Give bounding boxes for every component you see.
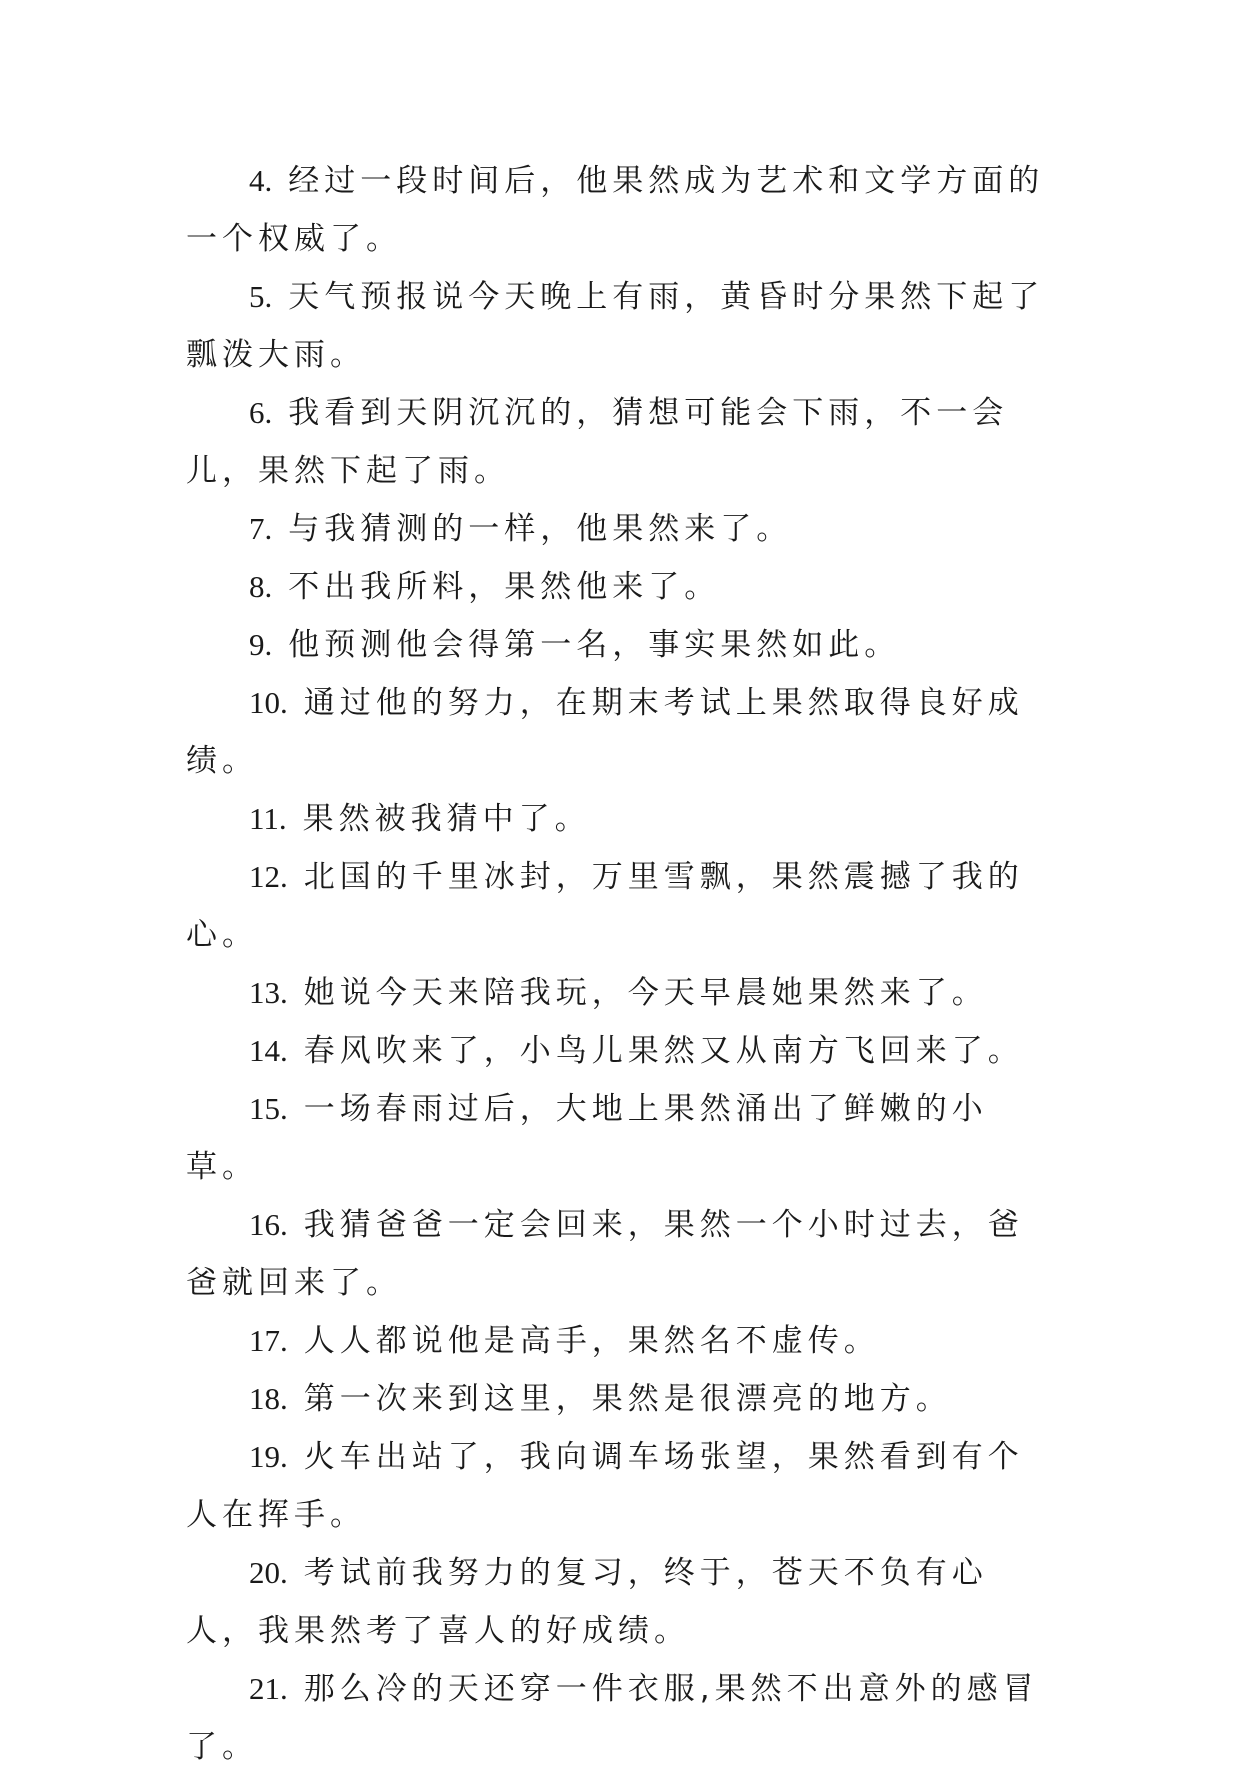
sentence-item-18 xyxy=(186,1370,1056,1428)
item-text: 春风吹来了，小鸟儿果然又从南方飞回来了。 xyxy=(303,1033,1024,1069)
sentence-item-7 xyxy=(186,500,1056,558)
document-page xyxy=(186,152,1056,1776)
sentence-item-8 xyxy=(186,558,1056,616)
item-number: 9. xyxy=(249,627,273,662)
item-number: 8. xyxy=(249,569,273,604)
item-number: 19. xyxy=(249,1439,288,1474)
sentence-item-13 xyxy=(186,964,1056,1022)
sentence-item-4 xyxy=(186,152,1056,268)
sentence-item-14 xyxy=(186,1022,1056,1080)
item-number: 16. xyxy=(249,1207,288,1242)
item-number: 5. xyxy=(249,279,273,314)
sentence-item-19 xyxy=(186,1428,1056,1544)
item-number: 17. xyxy=(249,1323,288,1358)
item-text: 我看到天阴沉沉的，猜想可能会下雨，不一会儿，果然下起了雨。 xyxy=(186,395,1009,489)
item-text: 天气预报说今天晚上有雨，黄昏时分果然下起了瓢泼大雨。 xyxy=(186,279,1045,373)
item-text: 一场春雨过后，大地上果然涌出了鲜嫩的小草。 xyxy=(186,1091,988,1185)
item-text: 人人都说他是高手，果然名不虚传。 xyxy=(303,1323,880,1359)
sentence-item-9 xyxy=(186,616,1056,674)
sentence-item-6 xyxy=(186,384,1056,500)
item-number: 21. xyxy=(249,1671,288,1706)
item-text: 他预测他会得第一名，事实果然如此。 xyxy=(288,627,901,663)
item-number: 13. xyxy=(249,975,288,1010)
item-number: 14. xyxy=(249,1033,288,1068)
item-number: 20. xyxy=(249,1555,288,1590)
item-text: 火车出站了，我向调车场张望，果然看到有个人在挥手。 xyxy=(186,1439,1024,1533)
item-text: 通过他的努力，在期末考试上果然取得良好成绩。 xyxy=(186,685,1024,779)
sentence-item-16 xyxy=(186,1196,1056,1312)
item-text: 那么冷的天还穿一件衣服,果然不出意外的感冒了。 xyxy=(186,1671,1039,1765)
sentence-item-20 xyxy=(186,1544,1056,1660)
item-text: 果然被我猜中了。 xyxy=(302,801,591,837)
item-number: 4. xyxy=(249,163,273,198)
item-number: 10. xyxy=(249,685,288,720)
sentence-item-5 xyxy=(186,268,1056,384)
item-text: 第一次来到这里，果然是很漂亮的地方。 xyxy=(303,1381,952,1417)
sentence-item-12 xyxy=(186,848,1056,964)
item-text: 不出我所料，果然他来了。 xyxy=(288,569,721,605)
item-text: 北国的千里冰封，万里雪飘，果然震撼了我的心。 xyxy=(186,859,1024,953)
item-text: 她说今天来陪我玩，今天早晨她果然来了。 xyxy=(303,975,988,1011)
sentence-item-17 xyxy=(186,1312,1056,1370)
item-number: 15. xyxy=(249,1091,288,1126)
sentence-item-21 xyxy=(186,1660,1056,1776)
item-text: 考试前我努力的复习，终于，苍天不负有心人，我果然考了喜人的好成绩。 xyxy=(186,1555,988,1649)
item-number: 18. xyxy=(249,1381,288,1416)
item-text: 与我猜测的一样，他果然来了。 xyxy=(288,511,793,547)
sentence-item-11 xyxy=(186,790,1056,848)
sentence-item-15 xyxy=(186,1080,1056,1196)
item-number: 12. xyxy=(249,859,288,894)
item-number: 11. xyxy=(249,801,287,836)
item-number: 7. xyxy=(249,511,273,546)
item-text: 我猜爸爸一定会回来，果然一个小时过去，爸爸就回来了。 xyxy=(186,1207,1024,1301)
sentence-item-10 xyxy=(186,674,1056,790)
item-number: 6. xyxy=(249,395,273,430)
item-text: 经过一段时间后，他果然成为艺术和文学方面的一个权威了。 xyxy=(186,163,1045,257)
